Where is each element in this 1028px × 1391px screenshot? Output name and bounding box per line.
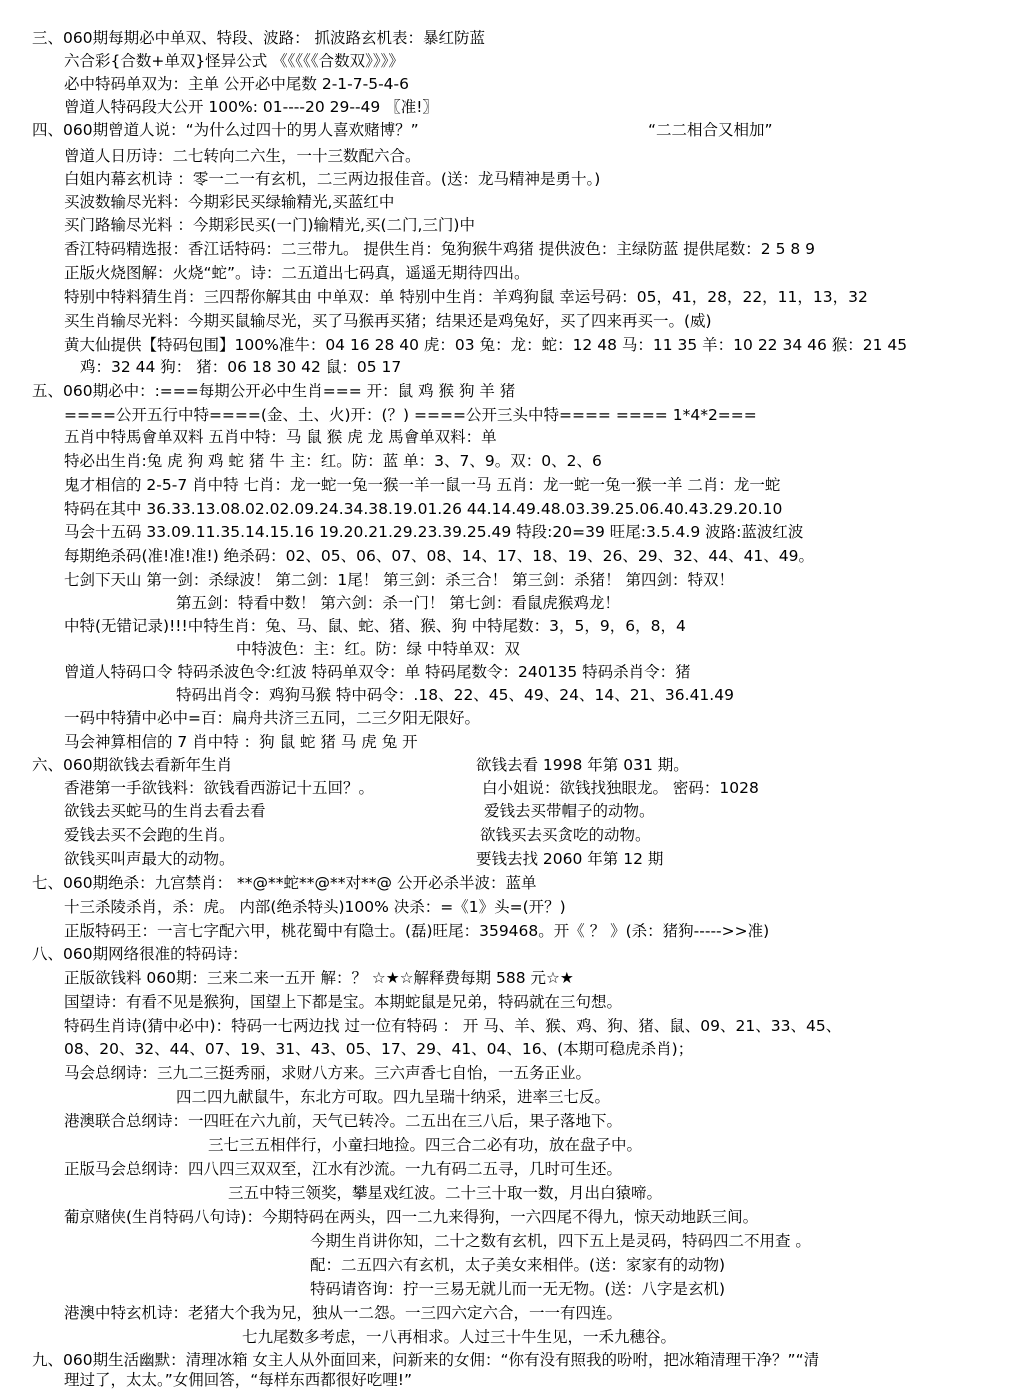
line-huangdaxian: 黄大仙提供【特码包围】100%准牛：04 16 28 40 虎：03 兔：龙：蛇：12 48 马：11 35 羊：10 22 34 46 猴：21 45 [64, 336, 908, 354]
line-xiangjiang: 香江特码精选报：香江话特码：二三带九。 提供生肖：兔狗猴牛鸡猪 提供波色：主绿防蓝 提供尾数：2 5 8 9 [64, 240, 816, 258]
line-wave-loss: 买波数输尽光料：今期彩民买绿输精光,买蓝红中 [64, 193, 395, 211]
line-mahui-poem: 马会总纲诗：三九二三挺秀丽，求财八方来。三六声香七自怡，一五务正业。 [64, 1064, 592, 1082]
line-snake-horse: 欲钱去买蛇马的生肖去看去看 [64, 802, 266, 820]
section-5-heading: 五、060期必中：:===每期公开必中生肖=== 开：鼠 鸡 猴 狗 羊 猪 [32, 382, 516, 400]
line-257-zodiac: 鬼才相信的 2-5-7 肖中特 七肖：龙一蛇一兔一猴一羊一鼠一马 五肖：龙一蛇一兔一猴一羊 二肖：龙一蛇 [64, 476, 781, 494]
line-calendar-poem: 曾道人日历诗：二七转向二六生，一十三数配六合。 [64, 147, 421, 165]
line-liuhecai-formula: 六合彩{合数+单双}怪异公式 《《《《《合数双》》》》 [64, 52, 404, 70]
line-one-code: 一码中特猜中必中=百：扁舟共济三五同，二三夕阳无限好。 [64, 709, 480, 727]
line-five-zodiac: 五肖中特馬會单双料 五肖中特：马 鼠 猴 虎 龙 馬會单双料：单 [64, 428, 497, 446]
line-zodiac-loss: 买生肖输尽光料：今期买鼠输尽光，买了马猴再买猪；结果还是鸡兔好，买了四来再买一。(威) [64, 312, 712, 330]
line-hk-money: 香港第一手欲钱料：欲钱看西游记十五回？。 [64, 779, 375, 797]
line-mahui-poem-cont: 四二四九献鼠牛，东北方可取。四九呈瑞十纳采，进率三七反。 [176, 1088, 611, 1106]
line-no-error-record: 中特(无错记录)!!!中特生肖：兔、马、鼠、蛇、猪、猴、狗 中特尾数：3，5，9，6，8，4 [64, 617, 686, 635]
line-pujing-poem-4: 特码请咨询：拧一三易无就儿而一无无物。(送：八字是玄机) [310, 1280, 726, 1298]
line-pujing-poem-2: 今期生肖讲你知，二十之数有玄机，四下五上是灵码，特码四二不用查 。 [310, 1232, 811, 1250]
line-money-1998: 欲钱去看 1998 年第 031 期。 [476, 756, 689, 774]
line-zodiac-poem-cont: 08、20、32、44、07、19、31、43、05、17、29、41、04、16、(本期可稳虎杀肖)； [64, 1040, 694, 1058]
section-7-heading: 七、060期绝杀：九宫禁肖： **@**蛇**@**对**@ 公开必杀半波：蓝单 [32, 874, 537, 892]
line-gangao-special-poem: 港澳中特玄机诗：老猪大个我为兄，独从一二怨。一三四六定六合，一一有四连。 [64, 1304, 623, 1322]
line-special-in: 特码在其中 36.33.13.08.02.02.09.24.34.38.19.01.26 44.14.49.48.03.39.25.06.40.43.29.20.10 [64, 500, 783, 518]
line-seven-zodiac: 马会神算相信的 7 肖中特 ：狗 鼠 蛇 猪 马 虎 兔 开 [64, 733, 418, 751]
line-hat-animal: 爱钱去买带帽子的动物。 [484, 802, 655, 820]
line-loudest: 欲钱买叫声最大的动物。 [64, 850, 235, 868]
line-gangao-poem-cont: 三七三五相伴行，小童扫地捡。四三合二必有功，放在盘子中。 [208, 1136, 643, 1154]
line-seven-swords: 七剑下天山 第一剑：杀绿波！ 第二剑：1尾！ 第三剑：杀三合！ 第三剑：杀猪！ 第四剑：特双！ [64, 571, 734, 589]
line-fire-picture: 正版火烧图解：火烧“蛇”。诗：二五道出七码真，遥遥无期待四出。 [64, 264, 530, 282]
line-wave-color: 中特波色：主：红。防：绿 中特单双：双 [236, 640, 520, 658]
line-five-elements: ====公开五行中特====(金、土、火)开：(？) ====公开三头中特==== ==== 1*4*2=== [64, 406, 757, 424]
line-thirteen-kill: 十三杀陵杀肖，杀：虎。 内部(绝杀特头)100% 决杀：=《1》头=(开？) [64, 898, 566, 916]
line-gangao-poem: 港澳联合总纲诗：一四旺在六九前，天气已转冷。二五出在三八后，果子落地下。 [64, 1112, 623, 1130]
line-door-loss: 买门路输尽光料 ：今期彩民买(一门)输精光,买(二门,三门)中 [64, 216, 475, 234]
line-zeng-commands-cont: 特码出肖令：鸡狗马猴 特中码令：.18、22、45、49、24、14、21、36.41.49 [176, 686, 734, 704]
section-3-heading: 三、060期每期必中单双、特段、波路： 抓波路玄机表：暴红防蓝 [32, 29, 486, 47]
line-pujing-poem: 葡京赌侠(生肖特码八句诗)：今期特码在两头，四一二九来得狗，一六四尾不得九，惊天动地跃三间。 [64, 1208, 759, 1226]
line-humor-cont: 理过了，太太。”女佣回答，“每样东西都很好吃哩!” [64, 1371, 413, 1389]
line-seven-swords-cont: 第五剑：特看中数！ 第六剑：杀一门！ 第七剑：看鼠虎猴鸡龙！ [176, 594, 620, 612]
section-9-heading: 九、060期生活幽默：清理冰箱 女主人从外面回来，问新来的女佣：“你有没有照我的吩咐，把冰箱清理干净？”“清 [32, 1351, 820, 1369]
line-odd-even: 必中特码单双为：主单 公开必中尾数 2-1-7-5-4-6 [64, 75, 409, 93]
line-gangao-special-poem-cont: 七九尾数多考虑，一八再相求。人过三十牛生见，一禾九穗谷。 [242, 1328, 677, 1346]
line-genuine-mahui-cont: 三五中特三领奖，攀星戏红波。二十三十取一数，月出白猿啼。 [228, 1184, 663, 1202]
line-greedy-animal: 欲钱买去买贪吃的动物。 [480, 826, 651, 844]
line-fifteen-codes: 马会十五码 33.09.11.35.14.15.16 19.20.21.29.23.39.25.49 特段:20=39 旺尾:3.5.4.9 波路:蓝波红波 [64, 523, 804, 541]
line-baijie-poem: 白姐内幕玄机诗 ：零一二一有玄机，二三两边报佳音。(送：龙马精神是勇十。) [64, 170, 601, 188]
line-zeng-segment: 曾道人特码段大公开 100%: 01----20 29--49 〖准!〗 [64, 98, 438, 116]
line-special-zodiac: 特别中特料猜生肖：三四帮你解其由 中单双：单 特别中生肖：羊鸡狗鼠 幸运号码：05，41，28，22，11，13，32 [64, 288, 868, 306]
line-kill-codes: 每期绝杀码(准!准!准!) 绝杀码：02、05、06、07、08、14、17、18、19、26、29、32、44、41、49。 [64, 547, 815, 565]
line-must-zodiac: 特必出生肖:兔 虎 狗 鸡 蛇 猪 牛 主：红。防：蓝 单：3、7、9。双：0、2、6 [64, 452, 602, 470]
line-baixiaojie: 白小姐说：欲钱找独眼龙。 密码：1028 [482, 779, 759, 797]
line-genuine-money: 正版欲钱料 060期：三来二来一五开 解：？ ☆★☆解释费每期 588 元☆★ [64, 969, 574, 987]
line-money-2060: 要钱去找 2060 年第 12 期 [476, 850, 664, 868]
line-zodiac-poem: 特码生肖诗(猜中必中)：特码一七两边找 过一位有特码 ： 开 马、羊、猴、鸡、狗、猪、鼠、09、21、33、45、 [64, 1017, 842, 1035]
line-huangdaxian-cont: 鸡：32 44 狗： 猪：06 18 30 42 鼠：05 17 [80, 358, 402, 376]
section-6-heading: 六、060期欲钱去看新年生肖 [32, 756, 233, 774]
line-guowang-poem: 国望诗：有看不见是猴狗，国望上下都是宝。本期蛇鼠是兄弟，特码就在三句想。 [64, 993, 623, 1011]
section-4-quote: “二二相合又相加” [648, 121, 773, 139]
line-pujing-poem-3: 配：二五四六有玄机，太子美女来相伴。(送：家家有的动物) [310, 1256, 726, 1274]
line-genuine-mahui: 正版马会总纲诗：四八四三双双至，江水有沙流。一九有码二五寻，几时可生还。 [64, 1160, 623, 1178]
section-4-heading: 四、060期曾道人说：“为什么过四十的男人喜欢赌博？” [32, 121, 419, 139]
line-zeng-commands: 曾道人特码口令 特码杀波色令:红波 特码单双令：单 特码尾数令：240135 特码杀肖令：猪 [64, 663, 691, 681]
section-8-heading: 八、060期网络很准的特码诗： [32, 945, 248, 963]
line-special-king: 正版特码王：一言七字配六甲，桃花蜀中有隐士。(磊)旺尾：359468。开《 ？ 》(杀：猪狗----->>准) [64, 922, 770, 940]
line-not-run: 爱钱去买不会跑的生肖。 [64, 826, 235, 844]
